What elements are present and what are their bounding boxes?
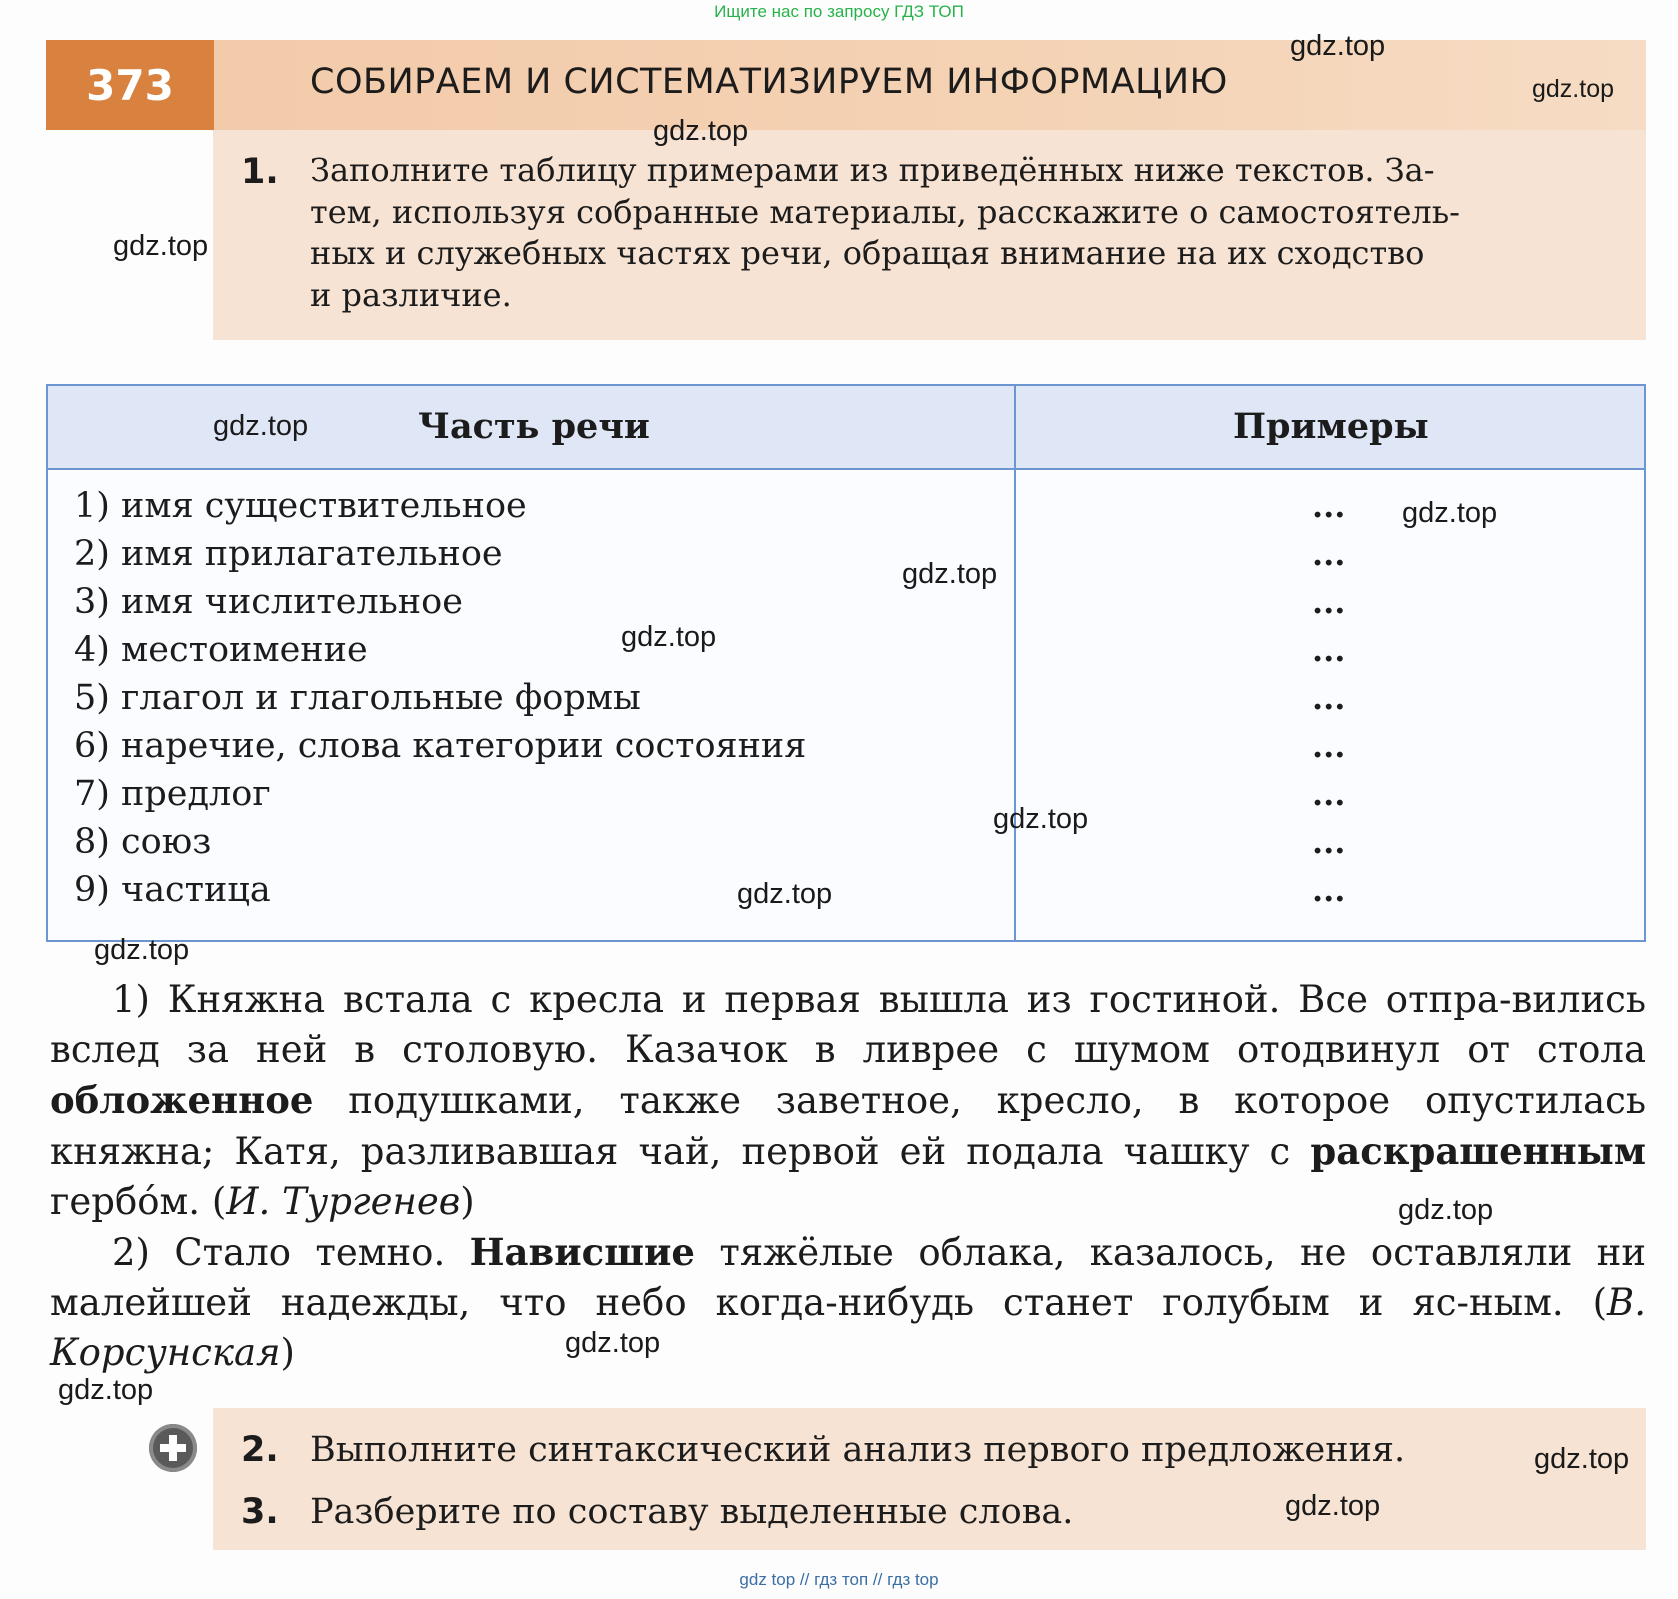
watermark: gdz.top	[58, 1374, 154, 1406]
watermark: gdz.top	[1398, 1194, 1494, 1226]
table-row: 1) имя существительное	[74, 486, 527, 526]
footer-text: gdz top // гдз топ // гдз top	[739, 1570, 939, 1589]
table-row: 5) глагол и глагольные формы	[74, 678, 641, 718]
table-row: 8) союз	[74, 822, 212, 862]
task-2-number: 2.	[241, 1430, 279, 1470]
parts-of-speech-table	[46, 384, 1646, 942]
example-cell: ...	[1312, 487, 1346, 525]
tasks-2-3-box	[213, 1408, 1646, 1550]
watermark: gdz.top	[737, 878, 833, 910]
example-cell: ...	[1312, 775, 1346, 813]
text-2-part: )	[280, 1331, 295, 1374]
reading-texts	[50, 975, 1646, 1378]
task-1-text: Заполните таблицу примерами из приведённых ниже текстов. За- тем, используя собранные материалы, расскажите о самостоятель- ных и служебных частях речи, обращая внимание на их сходство и различие.	[310, 151, 1460, 314]
text-2-part: тяжёлые облака, казалось, не оставляли ни малейшей надежды, что небо когда-нибудь станет голубым и яс-ным. (	[50, 1231, 1646, 1324]
watermark: gdz.top	[993, 803, 1089, 835]
text-1-part: гербо́м. (	[50, 1180, 227, 1223]
highlighted-word: Нависшие	[469, 1230, 695, 1274]
exercise-title: СОБИРАЕМ И СИСТЕМАТИЗИРУЕМ ИНФОРМАЦИЮ	[310, 62, 1228, 102]
examples-list	[1312, 482, 1345, 914]
task-3-text: Разберите по составу выделенные слова.	[310, 1492, 1074, 1532]
watermark: gdz.top	[902, 558, 998, 590]
table-row: 6) наречие, слова категории состояния	[74, 726, 807, 766]
watermark: gdz.top	[1534, 1443, 1630, 1475]
watermark: gdz.top	[1532, 75, 1615, 103]
example-cell: ...	[1312, 823, 1346, 861]
highlighted-word: раскрашенным	[1310, 1129, 1646, 1173]
table-row: 2) имя прилагательное	[74, 534, 503, 574]
watermark: gdz.top	[621, 621, 717, 653]
parts-list	[74, 482, 806, 914]
task-2-text: Выполните синтаксический анализ первого предложения.	[310, 1430, 1406, 1470]
watermark: gdz.top	[113, 230, 209, 262]
top-banner: Ищите нас по запросу ГДЗ ТОП	[714, 2, 964, 21]
exercise-number: 373	[46, 40, 214, 130]
example-cell: ...	[1312, 679, 1346, 717]
task-3-number: 3.	[241, 1492, 279, 1532]
exercise-header	[46, 40, 1646, 130]
task-1-number: 1.	[241, 152, 279, 192]
text-2	[50, 1227, 1646, 1378]
watermark: gdz.top	[1285, 1490, 1381, 1522]
column-header-part: Часть речи	[418, 406, 650, 447]
text-1-part: подушками, также заветное, кресло, в которое опустилась княжна; Катя, разливавшая чай, первой ей подала чашку с	[50, 1079, 1646, 1173]
table-row: 9) частица	[74, 870, 271, 910]
watermark: gdz.top	[94, 934, 190, 966]
example-cell: ...	[1312, 727, 1346, 765]
highlighted-word: обложенное	[50, 1078, 314, 1122]
example-cell: ...	[1312, 871, 1346, 909]
example-cell: ...	[1312, 535, 1346, 573]
table-row: 7) предлог	[74, 774, 271, 814]
text-1-part: )	[460, 1180, 475, 1223]
column-divider	[1014, 386, 1016, 940]
column-header-examples: Примеры	[1233, 406, 1429, 447]
watermark: gdz.top	[213, 410, 309, 442]
text-2-part: 2) Стало темно.	[112, 1231, 470, 1274]
watermark: gdz.top	[1402, 497, 1498, 529]
author-name: В. Корсунская	[50, 1281, 1646, 1374]
example-cell: ...	[1312, 631, 1346, 669]
watermark: gdz.top	[565, 1327, 661, 1359]
watermark: gdz.top	[653, 115, 749, 147]
example-cell: ...	[1312, 583, 1346, 621]
table-row: 4) местоимение	[74, 630, 368, 670]
watermark: gdz.top	[1290, 30, 1386, 62]
task-1-box	[213, 130, 1646, 340]
text-1	[50, 975, 1646, 1227]
plus-icon	[149, 1424, 197, 1472]
table-row: 3) имя числительное	[74, 582, 463, 622]
text-1-part: 1) Княжна встала с кресла и первая вышла из гостиной. Все отпра-вились вслед за ней в столовую. Казачок в ливрее с шумом отодвинул от стола	[50, 978, 1646, 1071]
author-name: И. Тургенев	[226, 1180, 461, 1223]
